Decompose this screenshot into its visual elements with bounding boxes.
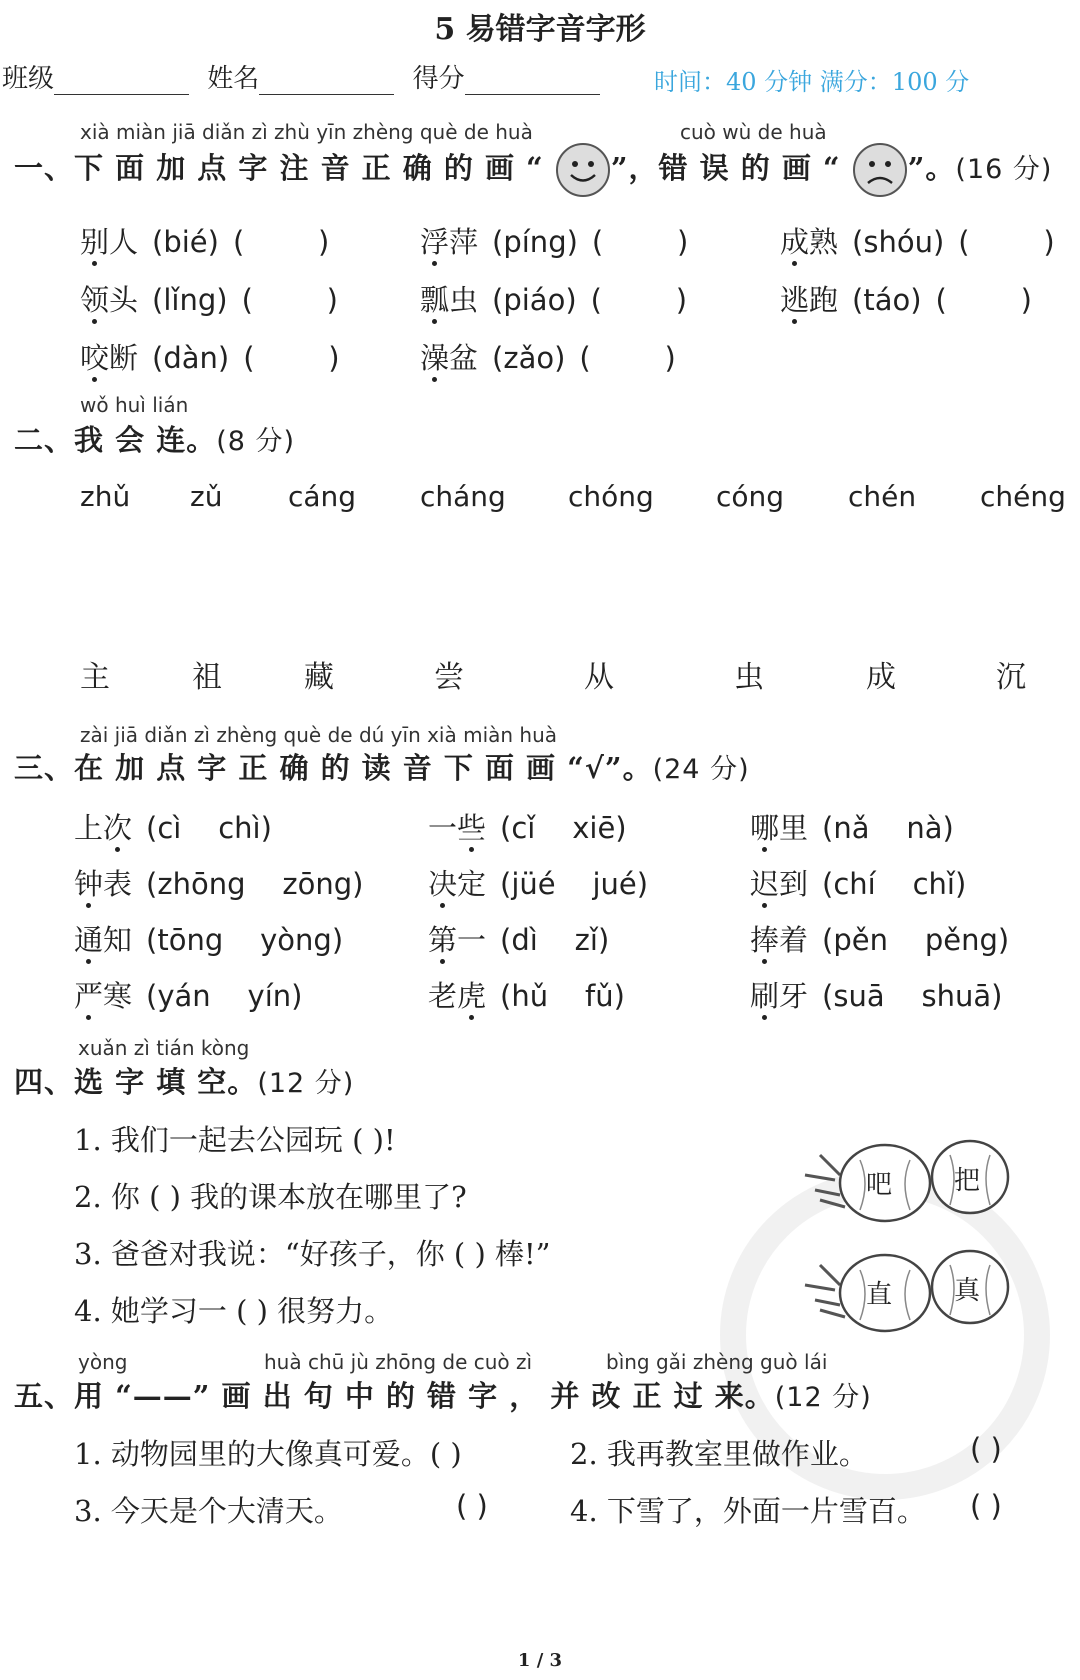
given-pinyin: (píng) — [492, 225, 578, 259]
pinyin-choices[interactable]: (cǐ xiē) — [500, 811, 627, 845]
section2-heading: 二、我 会 连。(8 分) — [14, 423, 296, 457]
dotted-char: 领 — [80, 278, 109, 319]
s3-item — [750, 806, 954, 847]
answer-blank[interactable]: ( ) — [958, 225, 1055, 259]
section5-heading: 五、用 “——” 画 出 句 中 的 错 字 ， 并 改 正 过 来。(12 分) — [14, 1379, 872, 1413]
s1-pinyin2: cuò wù de huà — [680, 120, 827, 144]
fill-item: 4. 她学习一 ( ) 很努力。 — [74, 1294, 394, 1328]
match-pinyin[interactable]: cháng — [420, 480, 506, 513]
word-char: 里 — [779, 811, 809, 845]
s1-item — [80, 220, 329, 261]
s3-item — [428, 918, 609, 959]
match-pinyin[interactable]: cáng — [288, 480, 357, 513]
word-char: 盆 — [449, 341, 479, 375]
match-char[interactable]: 虫 — [734, 660, 764, 695]
match-char[interactable]: 主 — [80, 660, 110, 695]
dotted-char: 哪 — [750, 806, 779, 847]
time-info: 时间：40 分钟 满分：100 分 — [654, 68, 970, 96]
answer-blank[interactable]: ( ) — [970, 1489, 1002, 1523]
class-blank[interactable] — [54, 66, 189, 95]
match-pinyin[interactable]: chéng — [980, 480, 1066, 513]
word-char: 头 — [109, 283, 139, 317]
pinyin-choices[interactable]: (tōng yòng) — [146, 923, 344, 957]
correct-item: 2. 我再教室里做作业。 — [570, 1437, 868, 1471]
given-pinyin: (zǎo) — [492, 341, 566, 375]
answer-blank[interactable]: ( ) — [241, 283, 338, 317]
s1-item — [80, 278, 338, 319]
fruit-char[interactable]: 真 — [954, 1276, 981, 1306]
dotted-char: 次 — [103, 806, 132, 847]
s3-item — [750, 974, 1002, 1015]
s1-pinyin: xià miàn jiā diǎn zì zhù yīn zhèng què de huà — [80, 120, 533, 144]
match-char[interactable]: 从 — [584, 660, 614, 695]
dotted-char: 严 — [74, 974, 103, 1015]
answer-blank[interactable]: ( ) — [935, 283, 1032, 317]
s1-item — [420, 278, 687, 319]
word-char: 一 — [428, 811, 458, 845]
match-char[interactable]: 成 — [866, 660, 896, 695]
s3-item — [74, 862, 363, 903]
s1-item — [780, 220, 1055, 261]
s3-item — [74, 974, 302, 1015]
page-number: 1 / 3 — [517, 1650, 563, 1671]
correct-item: 4. 下雪了，外面一片雪百。 — [570, 1494, 926, 1528]
answer-blank[interactable]: ( ) — [243, 341, 340, 375]
answer-blank[interactable]: ( ) — [590, 283, 688, 317]
word-char: 断 — [109, 341, 139, 375]
s3-pinyin: zài jiā diǎn zì zhèng què de dú yīn xià miàn huà — [80, 723, 558, 747]
s3-item — [428, 862, 648, 903]
name-blank[interactable] — [259, 66, 394, 95]
answer-blank[interactable]: ( ) — [970, 1432, 1002, 1466]
word-char: 定 — [457, 867, 487, 901]
fruit-char[interactable]: 吧 — [866, 1170, 893, 1200]
word-char: 老 — [428, 979, 458, 1013]
s5-pinyin3: bìng gǎi zhèng guò lái — [606, 1350, 828, 1374]
fill-item: 2. 你 ( ) 我的课本放在哪里了? — [74, 1180, 467, 1214]
s2-pinyin: wǒ huì lián — [80, 393, 189, 417]
word-char: 人 — [109, 225, 139, 259]
match-char[interactable]: 祖 — [192, 660, 222, 695]
answer-blank[interactable]: ( ) — [579, 341, 676, 375]
pinyin-choices[interactable]: (jüé jué) — [500, 867, 649, 901]
section4-heading: 四、选 字 填 空。(12 分) — [14, 1065, 355, 1099]
s4-pinyin: xuǎn zì tián kòng — [78, 1036, 250, 1060]
dotted-char: 决 — [428, 862, 457, 903]
dotted-char: 咬 — [80, 336, 109, 377]
word-char: 虫 — [449, 283, 479, 317]
word-char: 跑 — [809, 283, 839, 317]
given-pinyin: (lǐng) — [152, 283, 228, 317]
word-char: 寒 — [103, 979, 133, 1013]
given-pinyin: (shóu) — [852, 225, 945, 259]
s3-item — [750, 918, 1009, 959]
s3-item — [428, 974, 625, 1015]
pinyin-choices[interactable]: (zhōng zōng) — [146, 867, 364, 901]
s5-pinyin1: yòng — [78, 1350, 128, 1374]
dotted-char: 别 — [80, 220, 109, 261]
dotted-char: 澡 — [420, 336, 449, 377]
smile-face-icon — [555, 142, 611, 198]
s3-item — [74, 806, 272, 847]
word-char: 着 — [779, 923, 809, 957]
word-char: 牙 — [779, 979, 809, 1013]
s3-item — [750, 862, 966, 903]
word-char: 萍 — [449, 225, 479, 259]
dotted-char: 浮 — [420, 220, 449, 261]
pinyin-choices[interactable]: (cì chì) — [146, 811, 272, 845]
pinyin-choices[interactable]: (nǎ nà) — [822, 811, 954, 845]
match-pinyin[interactable]: cóng — [716, 480, 785, 513]
score-blank[interactable] — [465, 66, 600, 95]
fill-item: 3. 爸爸对我说：“好孩子，你 ( ) 棒!” — [74, 1237, 551, 1271]
match-pinyin[interactable]: zhǔ — [80, 480, 131, 513]
given-pinyin: (piáo) — [492, 283, 577, 317]
fruit-char[interactable]: 直 — [866, 1280, 893, 1310]
s3-item — [74, 918, 343, 959]
answer-blank[interactable]: ( ) — [232, 225, 330, 259]
section1-heading: 一、下 面 加 点 字 注 音 正 确 的 画 “ ”，错 误 的 画 “ ”。(16 分) — [14, 142, 1052, 198]
pinyin-choices[interactable]: (hǔ fǔ) — [500, 979, 625, 1013]
dotted-char: 瓢 — [420, 278, 449, 319]
fruit-char[interactable]: 把 — [954, 1166, 981, 1196]
word-char: 一 — [457, 923, 487, 957]
match-pinyin[interactable]: zǔ — [190, 480, 223, 513]
dotted-char: 逃 — [780, 278, 809, 319]
word-char: 表 — [103, 867, 133, 901]
s1-item — [420, 220, 688, 261]
class-field: 班级 姓名 得分 — [2, 58, 600, 95]
pinyin-choices[interactable]: (yán yín) — [146, 979, 303, 1013]
pinyin-choices[interactable]: (suā shuā) — [822, 979, 1003, 1013]
dotted-char: 刷 — [750, 974, 779, 1015]
given-pinyin: (táo) — [852, 283, 922, 317]
fill-item: 1. 我们一起去公园玩 ( )! — [74, 1123, 396, 1157]
pinyin-choices[interactable]: (chí chǐ) — [822, 867, 967, 901]
s5-pinyin2: huà chū jù zhōng de cuò zì — [264, 1350, 533, 1374]
dotted-char: 成 — [780, 220, 809, 261]
word-char: 知 — [103, 923, 133, 957]
correct-item: 3. 今天是个大清天。 — [74, 1494, 343, 1528]
match-char[interactable]: 沉 — [996, 660, 1026, 695]
dotted-char: 通 — [74, 918, 103, 959]
match-char[interactable]: 尝 — [434, 660, 464, 695]
answer-blank[interactable]: ( ) — [456, 1489, 488, 1523]
frown-face-icon — [852, 142, 908, 198]
match-pinyin[interactable]: chén — [848, 480, 917, 513]
match-char[interactable]: 藏 — [304, 660, 334, 695]
correct-item: 1. 动物园里的大像真可爱。( ) — [74, 1437, 462, 1471]
given-pinyin: (bié) — [152, 225, 219, 259]
dotted-char: 捧 — [750, 918, 779, 959]
s1-item — [420, 336, 676, 377]
word-char: 上 — [74, 811, 104, 845]
answer-blank[interactable]: ( ) — [591, 225, 689, 259]
section3-heading: 三、在 加 点 字 正 确 的 读 音 下 面 画 “√”。(24 分) — [14, 751, 750, 785]
dotted-char: 钟 — [74, 862, 103, 903]
s3-item — [428, 806, 627, 847]
dotted-char: 第 — [428, 918, 457, 959]
s1-item — [780, 278, 1032, 319]
word-char: 到 — [779, 867, 809, 901]
dotted-char: 迟 — [750, 862, 779, 903]
dotted-char: 些 — [457, 806, 486, 847]
dotted-char: 虎 — [457, 974, 486, 1015]
page-title: 5 易错字音字形 — [434, 12, 646, 47]
s1-item — [80, 336, 340, 377]
given-pinyin: (dàn) — [152, 341, 230, 375]
pinyin-choices[interactable]: (dì zǐ) — [500, 923, 610, 957]
pinyin-choices[interactable]: (pěn pěng) — [822, 923, 1010, 957]
word-char: 熟 — [809, 225, 839, 259]
match-pinyin[interactable]: chóng — [568, 480, 654, 513]
